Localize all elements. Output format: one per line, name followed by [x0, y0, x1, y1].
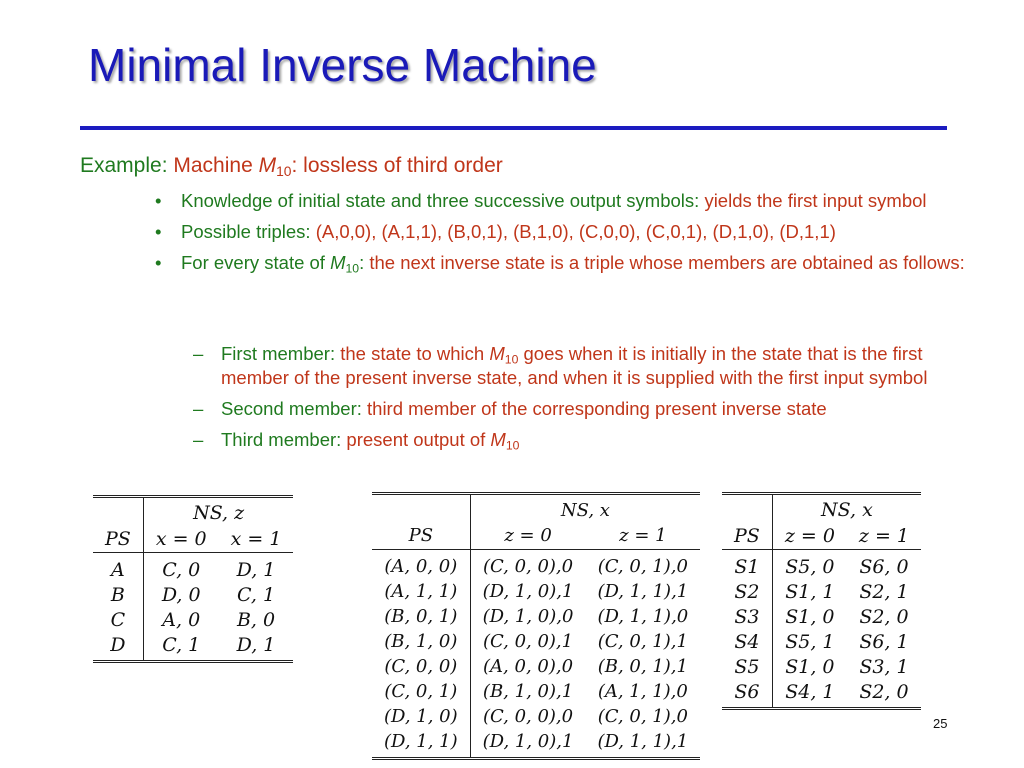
state-cell: (B, 1, 0)	[372, 629, 470, 654]
table-row	[722, 579, 921, 604]
table-cell: S1, 0	[785, 655, 835, 678]
bullet-red-text: yields the first input symbol	[704, 190, 927, 211]
table-cell: D, 0	[161, 583, 201, 606]
dash-icon: –	[193, 343, 204, 364]
table-row	[372, 604, 700, 629]
example-lead: Example:	[80, 154, 174, 177]
bullet-red-text: the next inverse state is a triple whose members are obtained as follows:	[364, 252, 965, 273]
state-cell: (D, 1, 1)	[372, 729, 470, 759]
col-header: x = 1	[219, 525, 294, 553]
table-row	[93, 582, 293, 607]
subbullet-second-member	[193, 397, 988, 421]
subbullet-third-member	[193, 428, 988, 452]
table-row	[372, 629, 700, 654]
table-cell: A, 0	[162, 608, 201, 631]
table-cell: S2, 0	[859, 605, 909, 628]
col-header: z = 0	[470, 522, 585, 550]
state-cell: A	[93, 553, 143, 583]
table-cell: (B, 0, 1),1	[597, 656, 688, 677]
table-row	[372, 579, 700, 604]
table-cell: (A, 1, 1),0	[597, 681, 688, 702]
subbullet-machine-sub: 10	[504, 352, 519, 367]
title-underline	[80, 126, 947, 130]
table-cell: (D, 1, 1),1	[585, 729, 700, 759]
bullet-machine-sub: 10	[345, 261, 360, 276]
subbullet-green-text: First member:	[221, 343, 341, 364]
table-cell: (C, 0, 1),0	[597, 556, 688, 577]
ps-header: PS	[93, 525, 143, 553]
table-cell: S5, 0	[785, 555, 835, 578]
table-cell: C, 1	[237, 583, 276, 606]
bullet-dot-icon: •	[155, 221, 162, 242]
table-cell: S6, 0	[859, 555, 909, 578]
table-cell: C, 0	[162, 558, 201, 581]
minimal-table	[722, 492, 921, 710]
slide-title: Minimal Inverse Machine	[88, 39, 597, 91]
table-row	[93, 553, 293, 583]
state-cell: S5	[722, 654, 772, 679]
table-cell: (D, 1, 1),0	[597, 606, 689, 627]
state-cell: B	[93, 582, 143, 607]
bullet-triples	[155, 220, 975, 244]
table-cell: (D, 1, 0),0	[482, 606, 574, 627]
table-cell: D, 1	[219, 632, 294, 662]
state-cell: (D, 1, 0)	[372, 704, 470, 729]
table-row	[93, 632, 293, 662]
subbullet-red-text: present output of	[346, 429, 491, 450]
table-cell: (B, 1, 0),1	[482, 681, 574, 702]
table-cell: (C, 0, 1),0	[597, 706, 688, 727]
table-cell: S3, 1	[859, 655, 909, 678]
table-cell: S4, 1	[772, 679, 847, 709]
table-cell: (C, 0, 0),0	[482, 556, 574, 577]
table-subheader-row	[722, 522, 921, 550]
ns-header: NS, x	[470, 494, 700, 523]
state-cell: (C, 0, 0)	[372, 654, 470, 679]
bullet-dot-icon: •	[155, 252, 162, 273]
table-row	[722, 654, 921, 679]
state-cell: S4	[722, 629, 772, 654]
table-cell: (D, 1, 1),1	[597, 581, 689, 602]
table-subheader-row	[372, 522, 700, 550]
state-cell: S2	[722, 579, 772, 604]
table-cell: (C, 0, 1),1	[597, 631, 688, 652]
state-cell: (B, 0, 1)	[372, 604, 470, 629]
dash-icon: –	[193, 429, 204, 450]
table-cell: D, 1	[236, 558, 276, 581]
subbullet-machine-letter: M	[489, 343, 505, 364]
table-row	[372, 654, 700, 679]
bullet-green-text: Knowledge of initial state and three successive output symbols:	[181, 190, 705, 211]
bullet-green-colon: :	[359, 252, 365, 273]
col-header: z = 1	[847, 522, 921, 550]
ps-header: PS	[372, 522, 470, 550]
dash-icon: –	[193, 398, 204, 419]
subbullet-green-text: Second member:	[221, 398, 368, 419]
subbullet-red-text: the state to which	[340, 343, 490, 364]
bullet-list	[155, 189, 975, 282]
ns-header: NS, x	[772, 494, 921, 523]
bullet-every-state	[155, 251, 975, 275]
subbullet-machine-letter: M	[490, 429, 506, 450]
state-cell: S1	[722, 550, 772, 580]
state-cell: S3	[722, 604, 772, 629]
page-number: 25	[933, 716, 948, 731]
example-line	[80, 154, 503, 178]
table-cell: C, 1	[143, 632, 218, 662]
state-cell: (A, 0, 0)	[372, 550, 470, 580]
table-cell: (C, 0, 0),1	[482, 631, 574, 652]
ps-header: PS	[722, 522, 772, 550]
table-header-row	[93, 497, 293, 526]
table-row	[722, 550, 921, 580]
state-cell: S6	[722, 679, 772, 709]
table-cell: (C, 0, 0),0	[482, 706, 574, 727]
table-row	[722, 604, 921, 629]
table-cell: (A, 0, 0),0	[483, 656, 574, 677]
table-cell: (D, 1, 0),1	[482, 581, 574, 602]
table-subheader-row	[93, 525, 293, 553]
col-header: z = 0	[772, 522, 847, 550]
table-cell: S1, 0	[785, 605, 835, 628]
table-row	[372, 679, 700, 704]
table-header-row	[722, 494, 921, 523]
table-cell: S6, 1	[859, 630, 909, 653]
table-row	[722, 679, 921, 709]
table-cell: S1, 1	[785, 580, 835, 603]
table-row	[722, 629, 921, 654]
subbullet-machine-sub: 10	[505, 438, 520, 453]
table-header-row	[372, 494, 700, 523]
subbullet-first-member	[193, 342, 988, 390]
subbullet-red-text: third member of the corresponding present inverse state	[367, 398, 827, 419]
table-row	[93, 607, 293, 632]
bullet-green-text: For every state of	[181, 252, 331, 273]
example-rest: : lossless of third order	[291, 154, 503, 177]
col-header: z = 1	[585, 522, 700, 550]
inverse-table	[372, 492, 700, 760]
state-cell: D	[93, 632, 143, 662]
state-cell: (A, 1, 1)	[372, 579, 470, 604]
table-cell: (D, 1, 0),1	[470, 729, 585, 759]
subbullet-red-text-2: goes when it is initially in the state that is the first member of the present inverse state, and when it is supplied with the first input symbol	[221, 343, 928, 388]
bullet-knowledge	[155, 189, 975, 213]
table-row	[372, 550, 700, 580]
table-cell: S2, 1	[859, 580, 909, 603]
col-header: x = 0	[143, 525, 218, 553]
example-machine-sub: 10	[276, 162, 292, 179]
example-machine-letter: M	[258, 154, 277, 177]
subbullet-list	[193, 342, 988, 459]
table-cell: S2, 0	[847, 679, 921, 709]
state-cell: (C, 0, 1)	[372, 679, 470, 704]
ns-header: NS, z	[143, 497, 293, 526]
example-machine-text: Machine	[173, 154, 259, 177]
bullet-machine-letter: M	[330, 252, 346, 273]
bullet-dot-icon: •	[155, 190, 162, 211]
table-cell: S5, 1	[785, 630, 835, 653]
table-cell: B, 0	[236, 608, 276, 631]
subbullet-green-text: Third member:	[221, 429, 347, 450]
bullet-red-text: (A,0,0), (A,1,1), (B,0,1), (B,1,0), (C,0,0), (C,0,1), (D,1,0), (D,1,1)	[315, 221, 836, 242]
machine-table	[93, 495, 293, 663]
table-row	[372, 729, 700, 759]
state-cell: C	[93, 607, 143, 632]
bullet-green-text: Possible triples:	[181, 221, 316, 242]
table-row	[372, 704, 700, 729]
